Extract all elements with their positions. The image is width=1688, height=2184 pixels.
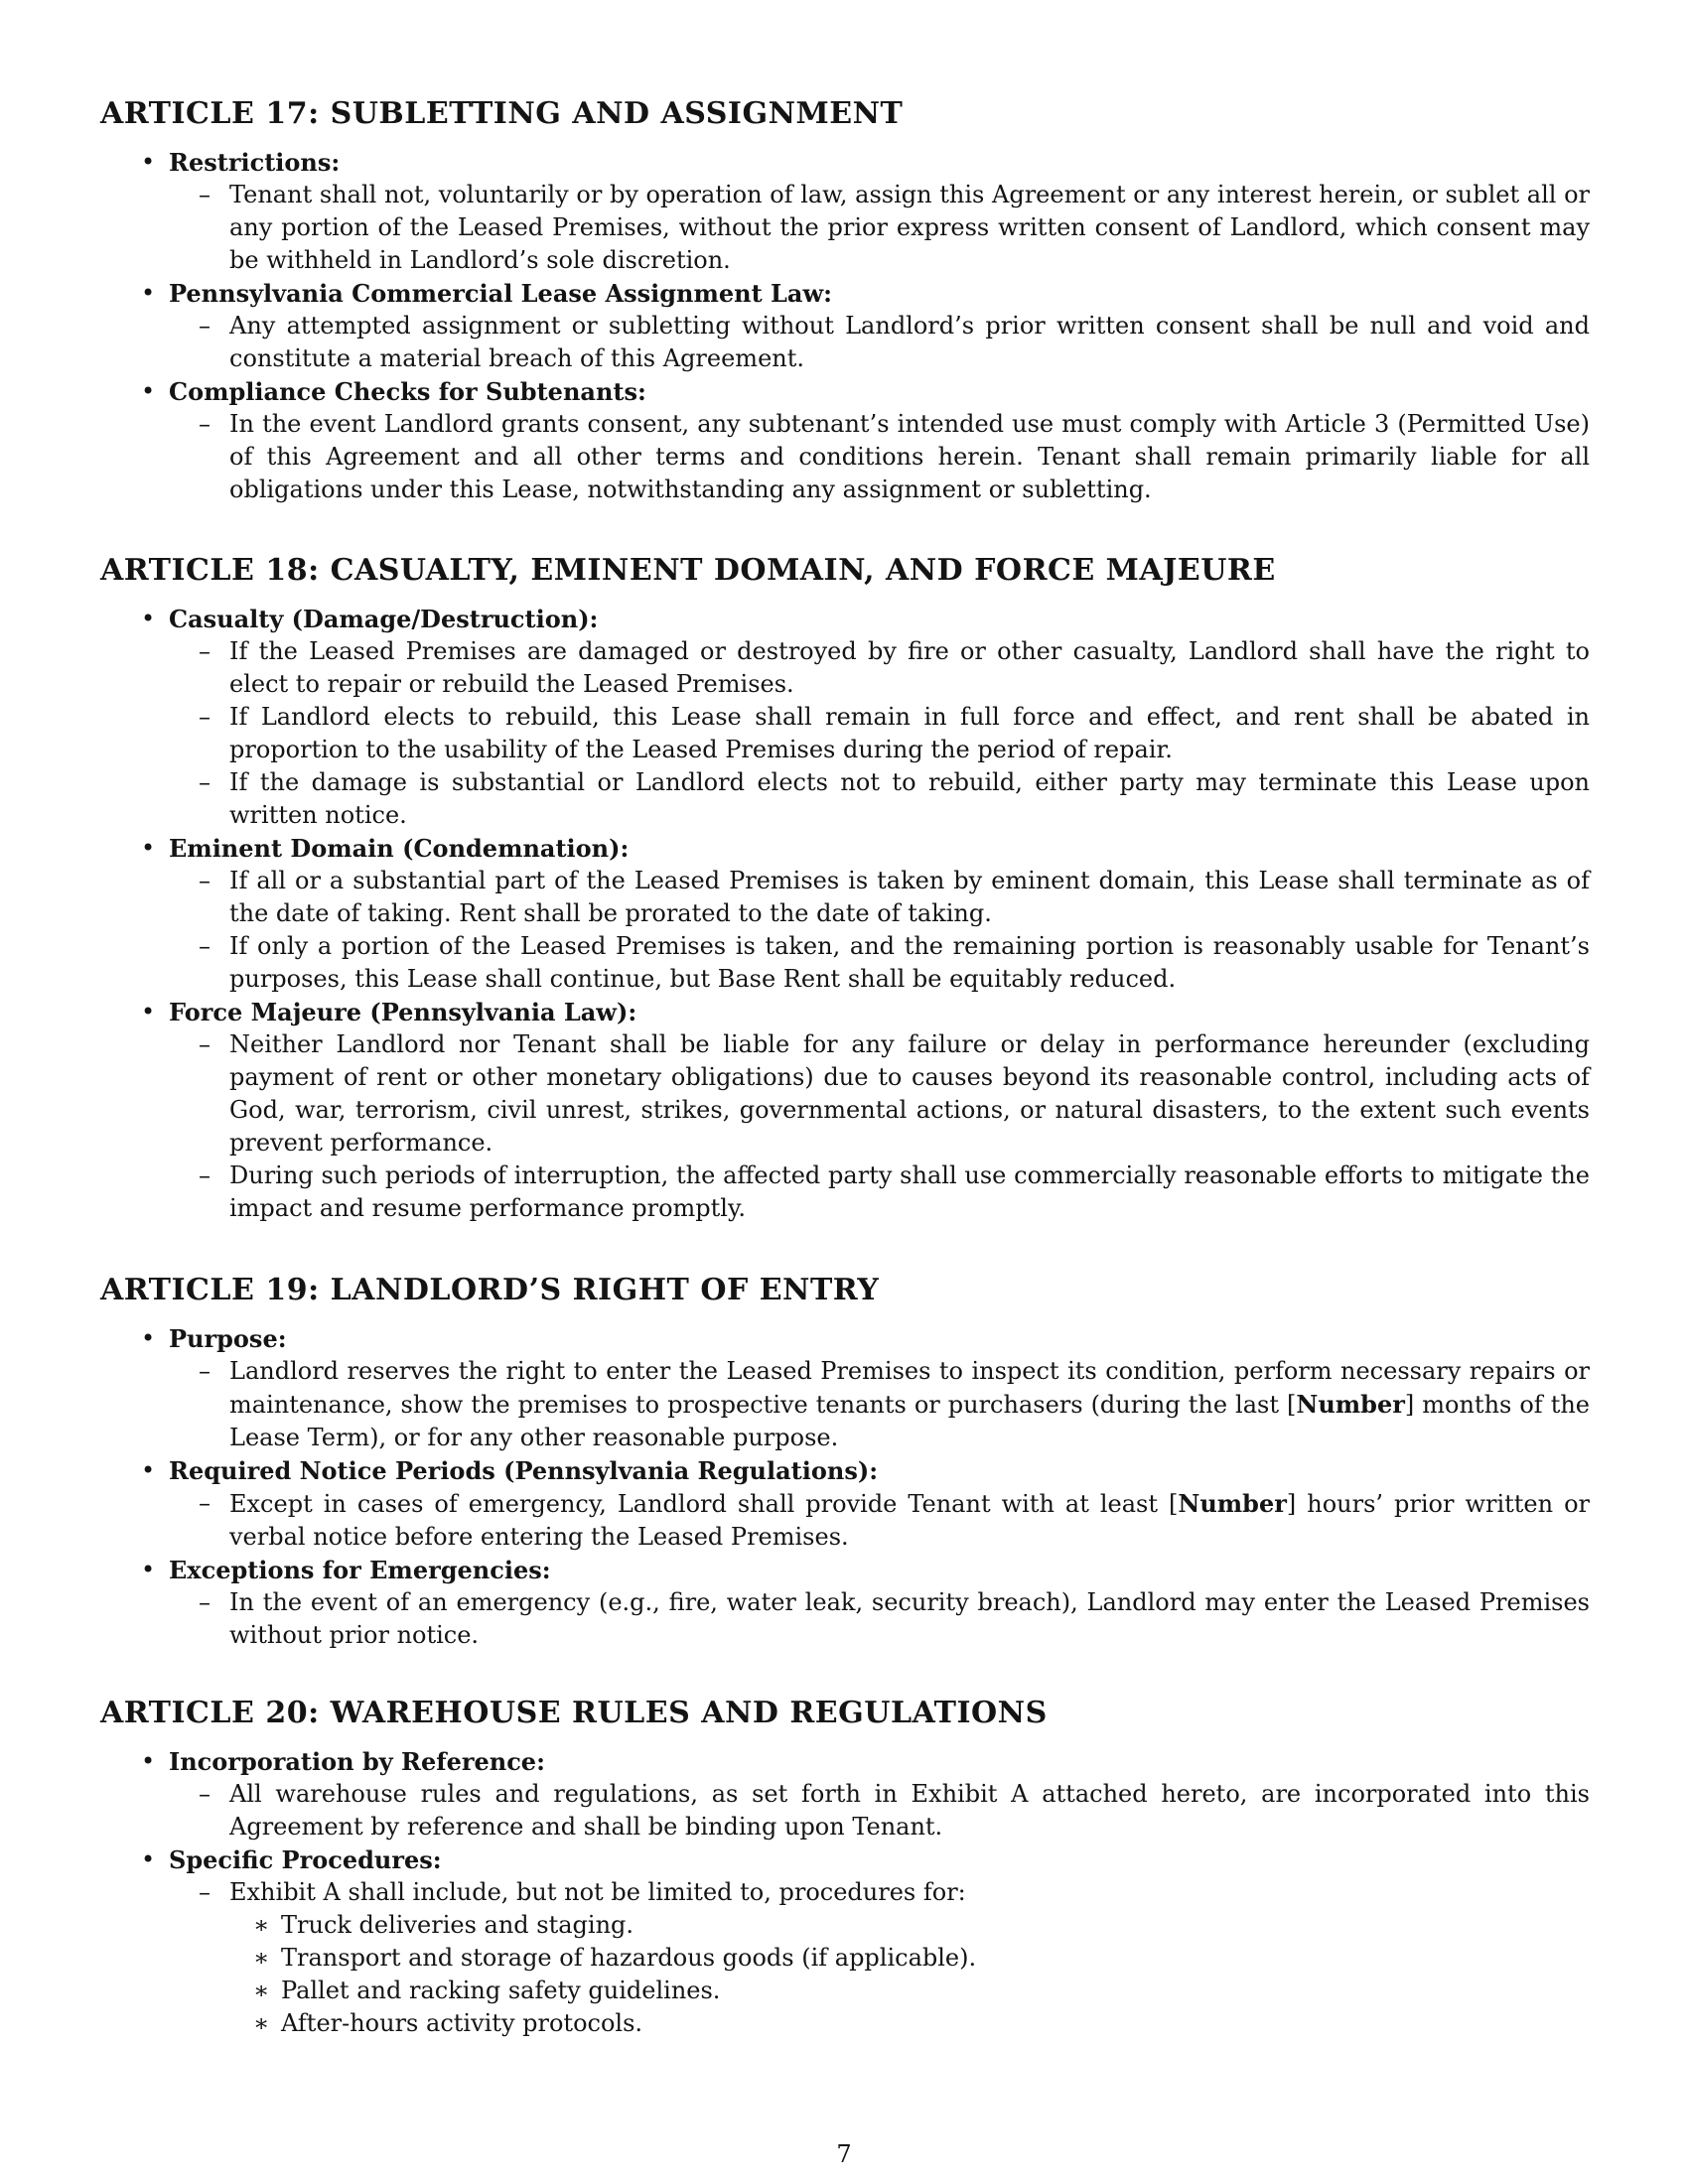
list-item: – Landlord reserves the right to enter the Leased Premises to inspect its condition, perform necessary repairs or maintenance, show the premises to prospective tenants or purchasers (during the last [Number] months of the Lease Term), or for any other reasonable purpose. — [169, 1355, 1590, 1454]
article-18 — [100, 551, 1590, 1225]
sub-list-item: ∗ After-hours activity protocols. — [169, 2007, 1590, 2040]
section-title: • Pennsylvania Commercial Lease Assignment Law: — [169, 277, 1590, 310]
list-item: – If the damage is substantial or Landlord elects not to rebuild, either party may terminate this Lease upon written notice. — [169, 766, 1590, 832]
article-heading: ARTICLE 19: LANDLORD’S RIGHT OF ENTRY — [100, 1273, 880, 1307]
list-item: – If Landlord elects to rebuild, this Lease shall remain in full force and effect, and rent shall be abated in proportion to the usability of the Leased Premises during the period of repair. — [169, 701, 1590, 766]
section-specific-procedures — [100, 1843, 1590, 2040]
article-20 — [100, 1694, 1590, 2040]
section-notice-periods — [100, 1454, 1590, 1554]
section-title: • Restrictions: — [169, 146, 1590, 179]
section-title: • Exceptions for Emergencies: — [169, 1554, 1590, 1586]
section-title: • Specific Procedures: — [169, 1843, 1590, 1876]
section-force-majeure — [100, 996, 1590, 1225]
list-item: – All warehouse rules and regulations, as set forth in Exhibit A attached hereto, are incorporated into this Agreement by reference and shall be binding upon Tenant. — [169, 1778, 1590, 1843]
section-casualty — [100, 603, 1590, 832]
list-item: – In the event Landlord grants consent, any subtenant’s intended use must comply with Article 3 (Permitted Use) of this Agreement and all other terms and conditions herein. Tenant shall remain primarily liable for all obligations under this Lease, notwithstanding any assignment or subletting. — [169, 408, 1590, 506]
section-purpose — [100, 1322, 1590, 1454]
list-item: – During such periods of interruption, the affected party shall use commercially reasonable efforts to mitigate the impact and resume performance promptly. — [169, 1160, 1590, 1225]
section-title: • Compliance Checks for Subtenants: — [169, 375, 1590, 408]
sub-list-item: ∗ Transport and storage of hazardous goods (if applicable). — [169, 1942, 1590, 1975]
section-emergency-exceptions — [100, 1554, 1590, 1652]
section-title: • Casualty (Damage/Destruction): — [169, 603, 1590, 635]
section-title: • Required Notice Periods (Pennsylvania Regulations): — [169, 1454, 1590, 1487]
article-19 — [100, 1271, 1590, 1652]
sub-list-item: ∗ Truck deliveries and staging. — [169, 1909, 1590, 1942]
list-item: – Any attempted assignment or subletting without Landlord’s prior written consent shall be null and void and constitute a material breach of this Agreement. — [169, 310, 1590, 375]
list-item: – If the Leased Premises are damaged or destroyed by fire or other casualty, Landlord shall have the right to elect to repair or rebuild the Leased Premises. — [169, 635, 1590, 701]
section-pa-assignment-law — [100, 277, 1590, 375]
article-heading: ARTICLE 17: SUBLETTING AND ASSIGNMENT — [100, 96, 904, 131]
sub-list-item: ∗ Pallet and racking safety guidelines. — [169, 1975, 1590, 2007]
article-17 — [100, 94, 1590, 506]
list-item: – Tenant shall not, voluntarily or by operation of law, assign this Agreement or any interest herein, or sublet all or any portion of the Leased Premises, without the prior express written consent of Landlord, which consent may be withheld in Landlord’s sole discretion. — [169, 179, 1590, 277]
page-number: 7 — [836, 2140, 852, 2168]
section-subtenant-compliance — [100, 375, 1590, 506]
list-item: – Except in cases of emergency, Landlord shall provide Tenant with at least [Number] hours’ prior written or verbal notice before entering the Leased Premises. — [169, 1487, 1590, 1554]
section-title: • Eminent Domain (Condemnation): — [169, 832, 1590, 865]
section-eminent-domain — [100, 832, 1590, 996]
section-title: • Purpose: — [169, 1322, 1590, 1355]
section-title: • Incorporation by Reference: — [169, 1745, 1590, 1778]
list-item: – In the event of an emergency (e.g., fire, water leak, security breach), Landlord may enter the Leased Premises without prior notice. — [169, 1586, 1590, 1652]
section-restrictions — [100, 146, 1590, 277]
article-heading: ARTICLE 20: WAREHOUSE RULES AND REGULATIONS — [100, 1696, 1048, 1730]
list-item: – If all or a substantial part of the Leased Premises is taken by eminent domain, this Lease shall terminate as of the date of taking. Rent shall be prorated to the date of taking. — [169, 865, 1590, 930]
list-item: – Exhibit A shall include, but not be limited to, procedures for: — [169, 1876, 1590, 1909]
section-title: • Force Majeure (Pennsylvania Law): — [169, 996, 1590, 1028]
list-item: – Neither Landlord nor Tenant shall be liable for any failure or delay in performance hereunder (excluding payment of rent or other monetary obligations) due to causes beyond its reasonable control, including acts of God, war, terrorism, civil unrest, strikes, governmental actions, or natural disasters, to the extent such events prevent performance. — [169, 1028, 1590, 1160]
article-heading: ARTICLE 18: CASUALTY, EMINENT DOMAIN, AND FORCE MAJEURE — [100, 553, 1276, 588]
section-incorporation — [100, 1745, 1590, 1843]
list-item: – If only a portion of the Leased Premises is taken, and the remaining portion is reasonably usable for Tenant’s purposes, this Lease shall continue, but Base Rent shall be equitably reduced. — [169, 930, 1590, 996]
